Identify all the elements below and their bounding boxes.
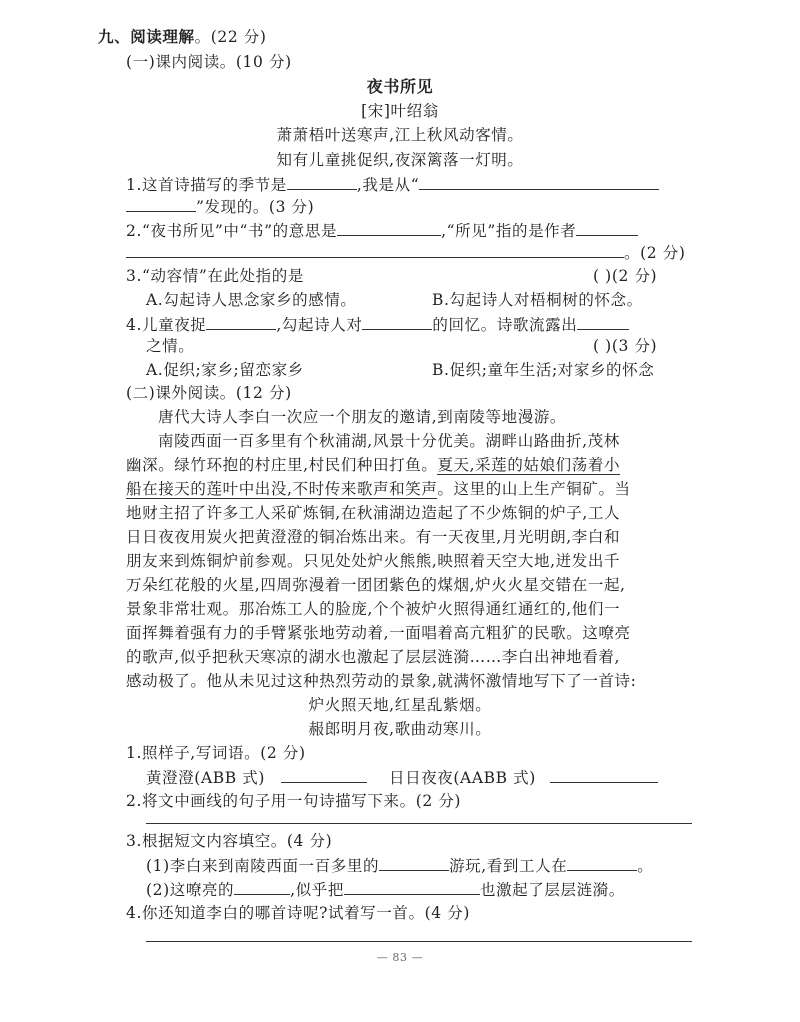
li-bai-poem-line-2: 赧郎明月夜,歌曲动寒川。	[308, 720, 492, 738]
answer-blank[interactable]	[379, 855, 449, 871]
answer-blank[interactable]	[362, 314, 432, 330]
answer-blank[interactable]	[419, 174, 659, 190]
underlined-sentence: 夏天,采莲的姑娘们荡着小	[437, 456, 621, 474]
passage-line: 万朵红花般的火星,四周弥漫着一团团紫色的煤烟,炉火火星交错在一起,	[126, 576, 626, 594]
p2-question-2: 2.将文中画线的句子用一句诗描写下来。(2 分)	[126, 792, 462, 810]
answer-line[interactable]	[146, 823, 692, 824]
answer-blank[interactable]	[550, 767, 658, 783]
p2-question-4: 4.你还知道李白的哪首诗呢?试着写一首。(4 分)	[126, 904, 470, 922]
answer-blank[interactable]	[281, 767, 367, 783]
answer-paren[interactable]: ( )(2 分)	[593, 267, 658, 285]
answer-blank[interactable]	[126, 196, 196, 212]
p1-question-4: 4.儿童夜捉 ,勾起诗人对 的回忆。诗歌流露出	[126, 314, 629, 335]
answer-blank[interactable]	[567, 855, 637, 871]
page-number: — 83 —	[376, 951, 424, 964]
underlined-sentence: 船在接天的莲叶中出没,不时传来歌声和笑声	[126, 480, 438, 498]
passage-line: 朋友来到炼铜炉前参观。只见处处炉火熊熊,映照着天空大地,迸发出千	[126, 552, 621, 570]
answer-blank[interactable]	[206, 314, 276, 330]
section-number: 九、	[98, 28, 131, 46]
p2-question-1-examples: 黄澄澄(ABB 式) 日日夜夜(AABB 式)	[146, 767, 658, 788]
option-a[interactable]: A.勾起诗人思念家乡的感情。	[146, 291, 357, 309]
passage-line: 幽深。绿竹环抱的村庄里,村民们种田打鱼。夏天,采莲的姑娘们荡着小	[126, 456, 621, 474]
p1-question-1: 1.这首诗描写的季节是 ,我是从“	[126, 174, 659, 195]
li-bai-poem-line-1: 炉火照天地,红星乱紫烟。	[308, 696, 492, 714]
p2-question-3-2: (2)这嘹亮的 ,似乎把 也激起了层层涟漪。	[146, 881, 625, 899]
section-header	[98, 27, 267, 47]
answer-line[interactable]	[146, 941, 692, 942]
p2-question-3: 3.根据短文内容填空。(4 分)	[126, 832, 333, 850]
option-b[interactable]: B.勾起诗人对梧桐树的怀念。	[432, 291, 643, 309]
p2-question-1: 1.照样子,写词语。(2 分)	[126, 744, 306, 762]
passage-line: 日日夜夜用炭火把黄澄澄的铜冶炼出来。有一天夜里,月光明朗,李白和	[126, 528, 621, 546]
poem-title: 夜书所见	[366, 77, 434, 96]
passage-line: 景象非常壮观。那冶炼工人的脸庞,个个被炉火照得通红通红的,他们一	[126, 600, 621, 618]
section-title: 阅读理解	[130, 28, 195, 46]
passage-p1: 唐代大诗人李白一次应一个朋友的邀请,到南陵等地漫游。	[158, 408, 567, 426]
p1-question-3: 3.“动容情”在此处指的是	[126, 267, 304, 285]
p1-question-4-cont: 之情。	[146, 337, 195, 355]
passage-line: 的歌声,似乎把秋天寒凉的湖水也激起了层层涟漪……李白出神地看着,	[126, 648, 621, 666]
option-b[interactable]: B.促织;童年生活;对家乡的怀念	[432, 361, 655, 379]
answer-blank[interactable]	[234, 879, 290, 895]
option-a[interactable]: A.促织;家乡;留恋家乡	[146, 361, 304, 379]
part2-heading: (二)课外阅读。(12 分)	[126, 384, 292, 402]
passage-line: 面挥舞着强有力的手臂紧张地劳动着,一面唱着高亢粗犷的民歌。这嘹亮	[126, 624, 631, 642]
p1-question-2-cont: 。(2 分)	[126, 242, 685, 263]
answer-paren[interactable]: ( )(3 分)	[593, 337, 658, 355]
p1-question-2: 2.“夜书所见”中“书”的意思是 ,“所见”指的是作者	[126, 220, 638, 241]
part1-heading: (一)课内阅读。(10 分)	[126, 53, 292, 71]
answer-blank[interactable]	[337, 220, 441, 236]
p1-question-1-cont: ”发现的。(3 分)	[126, 196, 314, 217]
passage-line: 地财主招了许多工人采矿炼铜,在秋浦湖边造起了不少炼铜的炉子,工人	[126, 504, 621, 522]
answer-blank[interactable]	[577, 314, 629, 330]
poem-line-1: 萧萧梧叶送寒声,江上秋风动客情。	[276, 126, 524, 144]
poem-line-2: 知有儿童挑促织,夜深篱落一灯明。	[276, 151, 524, 169]
passage-line: 感动极了。他从未见过这种热烈劳动的景象,就满怀激情地写下了一首诗:	[126, 672, 637, 690]
answer-blank[interactable]	[126, 242, 624, 258]
answer-blank[interactable]	[287, 174, 357, 190]
answer-blank[interactable]	[344, 879, 480, 895]
poem-author: [宋]叶绍翁	[361, 102, 439, 120]
answer-blank[interactable]	[576, 220, 638, 236]
section-score: 。(22 分)	[194, 28, 267, 46]
p2-question-3-1: (1)李白来到南陵西面一百多里的 游玩,看到工人在 。	[146, 857, 654, 875]
passage-line: 船在接天的莲叶中出没,不时传来歌声和笑声。这里的山上生产铜矿。当	[126, 480, 631, 498]
passage-line: 南陵西面一百多里有个秋浦湖,风景十分优美。湖畔山路曲折,茂林	[158, 432, 620, 450]
